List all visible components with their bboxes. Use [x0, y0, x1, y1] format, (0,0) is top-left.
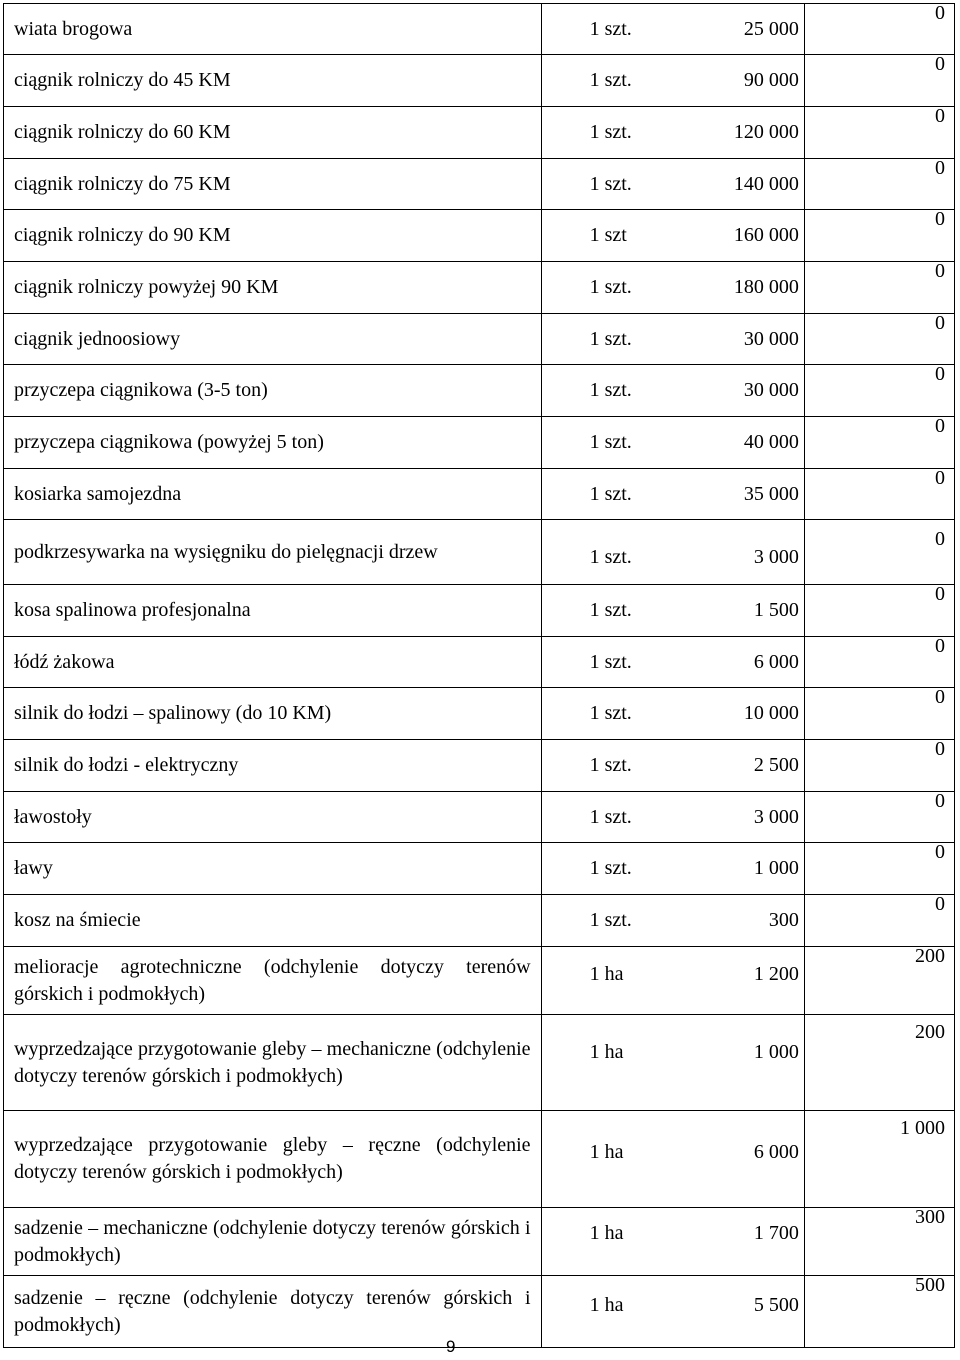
deviation-value-cell [804, 688, 954, 740]
unit-price: 3 000 [753, 546, 799, 568]
table-row [4, 520, 955, 585]
unit-price-cell [541, 107, 804, 159]
item-name: ciągnik rolniczy powyżej 90 KM [4, 262, 542, 314]
unit-price: 160 000 [733, 224, 799, 246]
unit-price-cell [541, 947, 804, 1015]
item-name: ławy [4, 843, 542, 895]
deviation-value: 200 [915, 945, 945, 967]
unit-price-cell [541, 314, 804, 365]
table-row [4, 314, 955, 365]
item-name: ciągnik rolniczy do 45 KM [4, 55, 542, 107]
deviation-value: 0 [935, 2, 945, 24]
unit-price: 3 000 [753, 806, 799, 828]
deviation-value-cell [804, 417, 954, 469]
table-row [4, 417, 955, 469]
deviation-value-cell [804, 1111, 954, 1208]
deviation-value: 0 [935, 738, 945, 760]
page-number: 9 [446, 1337, 456, 1356]
deviation-value: 0 [935, 528, 945, 550]
unit-price: 5 500 [753, 1294, 799, 1316]
unit: 1 szt [589, 224, 627, 246]
deviation-value-cell [804, 1015, 954, 1111]
deviation-value: 0 [935, 260, 945, 282]
unit-price-cell [541, 365, 804, 417]
item-name: sadzenie – ręczne (odchylenie dotyczy terenów górskich i podmokłych) [4, 1276, 542, 1348]
deviation-value: 0 [935, 635, 945, 657]
deviation-value-cell [804, 520, 954, 585]
deviation-value-cell [804, 365, 954, 417]
deviation-value: 0 [935, 686, 945, 708]
unit-price: 40 000 [743, 431, 799, 453]
deviation-value: 0 [935, 157, 945, 179]
table-row [4, 688, 955, 740]
unit: 1 szt. [589, 599, 632, 621]
unit: 1 szt. [589, 173, 632, 195]
unit-price: 1 200 [753, 963, 799, 985]
unit-price: 30 000 [743, 379, 799, 401]
unit: 1 ha [589, 1041, 624, 1063]
unit-price-cell [541, 1208, 804, 1276]
unit: 1 ha [589, 1222, 624, 1244]
table-row [4, 1015, 955, 1111]
cost-table [3, 3, 955, 1348]
unit: 1 ha [589, 963, 624, 985]
unit-price-cell [541, 1276, 804, 1348]
unit-price-cell [541, 210, 804, 262]
deviation-value-cell [804, 210, 954, 262]
unit-price: 1 000 [753, 1041, 799, 1063]
deviation-value: 0 [935, 790, 945, 812]
unit-price-cell [541, 262, 804, 314]
deviation-value-cell [804, 585, 954, 637]
table-row [4, 159, 955, 210]
unit: 1 szt. [589, 121, 632, 143]
unit: 1 szt. [589, 276, 632, 298]
deviation-value: 0 [935, 105, 945, 127]
deviation-value-cell [804, 4, 954, 55]
unit-price-cell [541, 4, 804, 55]
unit-price-cell [541, 637, 804, 688]
deviation-value: 0 [935, 53, 945, 75]
item-name: ciągnik rolniczy do 90 KM [4, 210, 542, 262]
deviation-value-cell [804, 55, 954, 107]
table-row [4, 637, 955, 688]
unit-price-cell [541, 55, 804, 107]
deviation-value-cell [804, 637, 954, 688]
deviation-value: 0 [935, 467, 945, 489]
item-name: silnik do łodzi – spalinowy (do 10 KM) [4, 688, 542, 740]
table-row [4, 107, 955, 159]
deviation-value: 0 [935, 583, 945, 605]
table-row [4, 895, 955, 947]
item-name: kosz na śmiecie [4, 895, 542, 947]
unit-price-cell [541, 688, 804, 740]
deviation-value: 0 [935, 312, 945, 334]
unit-price-cell [541, 585, 804, 637]
table-row [4, 585, 955, 637]
unit-price-cell [541, 843, 804, 895]
unit: 1 szt. [589, 18, 632, 40]
item-name: ciągnik rolniczy do 60 KM [4, 107, 542, 159]
deviation-value: 300 [915, 1206, 945, 1228]
deviation-value: 0 [935, 893, 945, 915]
unit-price: 25 000 [743, 18, 799, 40]
unit: 1 szt. [589, 431, 632, 453]
deviation-value: 200 [915, 1021, 945, 1043]
unit-price: 300 [768, 909, 799, 931]
table-row [4, 740, 955, 792]
deviation-value-cell [804, 262, 954, 314]
deviation-value: 0 [935, 841, 945, 863]
unit-price-cell [541, 417, 804, 469]
item-name: przyczepa ciągnikowa (powyżej 5 ton) [4, 417, 542, 469]
deviation-value-cell [804, 895, 954, 947]
item-name: wiata brogowa [4, 4, 542, 55]
deviation-value-cell [804, 107, 954, 159]
deviation-value-cell [804, 314, 954, 365]
unit: 1 szt. [589, 328, 632, 350]
unit-price: 1 500 [753, 599, 799, 621]
unit-price: 1 700 [753, 1222, 799, 1244]
table-row [4, 4, 955, 55]
unit: 1 szt. [589, 806, 632, 828]
unit-price: 2 500 [753, 754, 799, 776]
unit: 1 szt. [589, 754, 632, 776]
table-row [4, 1208, 955, 1276]
deviation-value: 0 [935, 415, 945, 437]
deviation-value-cell [804, 740, 954, 792]
item-name: podkrzesywarka na wysięgniku do pielęgnacji drzew [4, 520, 542, 585]
unit: 1 ha [589, 1141, 624, 1163]
unit-price: 180 000 [733, 276, 799, 298]
unit: 1 ha [589, 1294, 624, 1316]
item-name: silnik do łodzi - elektryczny [4, 740, 542, 792]
item-name: przyczepa ciągnikowa (3-5 ton) [4, 365, 542, 417]
unit-price-cell [541, 1111, 804, 1208]
deviation-value-cell [804, 1276, 954, 1348]
table-row [4, 843, 955, 895]
item-name: kosiarka samojezdna [4, 469, 542, 520]
item-name: melioracje agrotechniczne (odchylenie dotyczy terenów górskich i podmokłych) [4, 947, 542, 1015]
unit-price-cell [541, 520, 804, 585]
table-row [4, 1276, 955, 1348]
table-row [4, 365, 955, 417]
unit-price: 30 000 [743, 328, 799, 350]
table-row [4, 55, 955, 107]
unit: 1 szt. [589, 702, 632, 724]
unit-price-cell [541, 740, 804, 792]
item-name: wyprzedzające przygotowanie gleby – mechaniczne (odchylenie dotyczy terenów górskich i podmokłych) [4, 1015, 542, 1111]
unit: 1 szt. [589, 909, 632, 931]
item-name: wyprzedzające przygotowanie gleby – ręczne (odchylenie dotyczy terenów górskich i podmokłych) [4, 1111, 542, 1208]
item-name: ciągnik jednoosiowy [4, 314, 542, 365]
item-name: ciągnik rolniczy do 75 KM [4, 159, 542, 210]
unit-price-cell [541, 1015, 804, 1111]
table-row [4, 210, 955, 262]
unit: 1 szt. [589, 483, 632, 505]
item-name: ławostoły [4, 792, 542, 843]
item-name: kosa spalinowa profesjonalna [4, 585, 542, 637]
deviation-value-cell [804, 1208, 954, 1276]
unit-price-cell [541, 792, 804, 843]
deviation-value-cell [804, 159, 954, 210]
unit: 1 szt. [589, 379, 632, 401]
deviation-value-cell [804, 469, 954, 520]
table-row [4, 792, 955, 843]
deviation-value-cell [804, 792, 954, 843]
unit: 1 szt. [589, 651, 632, 673]
item-name: sadzenie – mechaniczne (odchylenie dotyczy terenów górskich i podmokłych) [4, 1208, 542, 1276]
unit-price: 6 000 [753, 1141, 799, 1163]
deviation-value: 0 [935, 363, 945, 385]
unit: 1 szt. [589, 69, 632, 91]
table-row [4, 262, 955, 314]
unit-price: 1 000 [753, 857, 799, 879]
deviation-value-cell [804, 947, 954, 1015]
unit-price-cell [541, 895, 804, 947]
deviation-value: 1 000 [900, 1117, 945, 1139]
deviation-value: 0 [935, 208, 945, 230]
table-row [4, 469, 955, 520]
unit-price: 90 000 [743, 69, 799, 91]
deviation-value: 500 [915, 1274, 945, 1296]
unit-price: 120 000 [733, 121, 799, 143]
unit-price-cell [541, 469, 804, 520]
unit-price-cell [541, 159, 804, 210]
unit-price: 140 000 [733, 173, 799, 195]
deviation-value-cell [804, 843, 954, 895]
item-name: łódź żakowa [4, 637, 542, 688]
unit: 1 szt. [589, 857, 632, 879]
table-row [4, 947, 955, 1015]
table-row [4, 1111, 955, 1208]
unit-price: 10 000 [743, 702, 799, 724]
unit-price: 6 000 [753, 651, 799, 673]
unit-price: 35 000 [743, 483, 799, 505]
unit: 1 szt. [589, 546, 632, 568]
